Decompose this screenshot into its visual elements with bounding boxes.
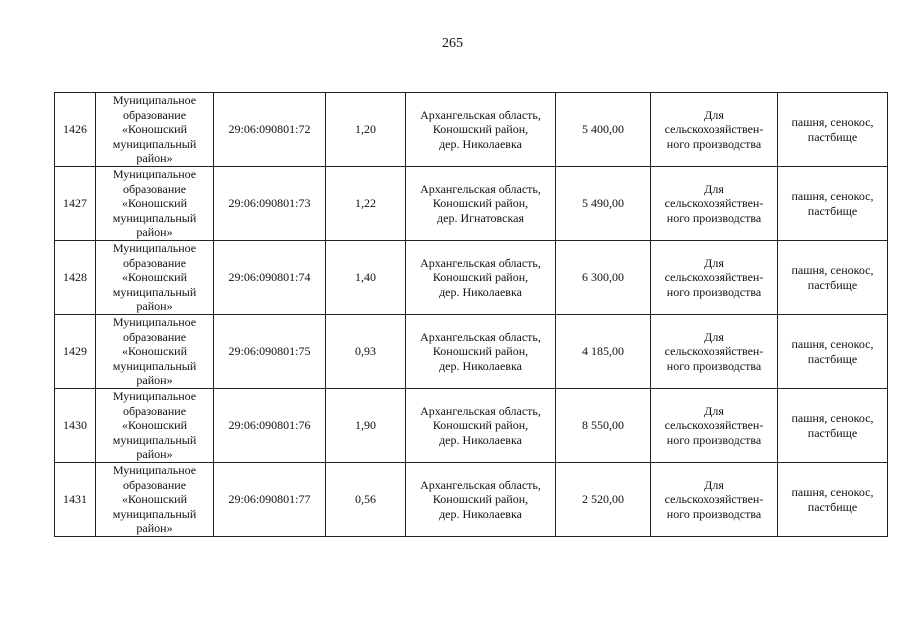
row-number-cell: 1430 bbox=[55, 389, 96, 463]
cost-cell: 8 550,00 bbox=[556, 389, 651, 463]
page-number: 265 bbox=[442, 36, 463, 51]
row-number-cell: 1431 bbox=[55, 463, 96, 537]
address-cell: Архангельская область, Коношский район, дер. Николаевка bbox=[406, 93, 556, 167]
land-use-cell: пашня, сенокос, пастбище bbox=[778, 93, 888, 167]
cadastral-number-cell: 29:06:090801:72 bbox=[214, 93, 326, 167]
cadastral-number-cell: 29:06:090801:76 bbox=[214, 389, 326, 463]
purpose-cell: Для сельскохозяйствен- ного производства bbox=[651, 241, 778, 315]
table-row bbox=[55, 93, 888, 167]
purpose-cell: Для сельскохозяйствен- ного производства bbox=[651, 93, 778, 167]
cost-cell: 5 490,00 bbox=[556, 167, 651, 241]
table-row bbox=[55, 167, 888, 241]
address-cell: Архангельская область, Коношский район, дер. Николаевка bbox=[406, 463, 556, 537]
land-plots-table bbox=[54, 92, 888, 537]
cadastral-number-cell: 29:06:090801:77 bbox=[214, 463, 326, 537]
land-use-cell: пашня, сенокос, пастбище bbox=[778, 167, 888, 241]
owner-cell: Муниципальное образование «Коношский муниципальный район» bbox=[96, 463, 214, 537]
row-number-cell: 1427 bbox=[55, 167, 96, 241]
cost-cell: 2 520,00 bbox=[556, 463, 651, 537]
owner-cell: Муниципальное образование «Коношский муниципальный район» bbox=[96, 389, 214, 463]
address-cell: Архангельская область, Коношский район, дер. Николаевка bbox=[406, 241, 556, 315]
owner-cell: Муниципальное образование «Коношский муниципальный район» bbox=[96, 167, 214, 241]
owner-cell: Муниципальное образование «Коношский муниципальный район» bbox=[96, 241, 214, 315]
land-use-cell: пашня, сенокос, пастбище bbox=[778, 241, 888, 315]
area-cell: 1,20 bbox=[326, 93, 406, 167]
table-row bbox=[55, 389, 888, 463]
cost-cell: 6 300,00 bbox=[556, 241, 651, 315]
cadastral-number-cell: 29:06:090801:74 bbox=[214, 241, 326, 315]
area-cell: 1,22 bbox=[326, 167, 406, 241]
purpose-cell: Для сельскохозяйствен- ного производства bbox=[651, 167, 778, 241]
row-number-cell: 1428 bbox=[55, 241, 96, 315]
table-row bbox=[55, 315, 888, 389]
land-use-cell: пашня, сенокос, пастбище bbox=[778, 463, 888, 537]
cadastral-number-cell: 29:06:090801:75 bbox=[214, 315, 326, 389]
area-cell: 0,93 bbox=[326, 315, 406, 389]
address-cell: Архангельская область, Коношский район, дер. Николаевка bbox=[406, 315, 556, 389]
purpose-cell: Для сельскохозяйствен- ного производства bbox=[651, 463, 778, 537]
table-row bbox=[55, 241, 888, 315]
land-use-cell: пашня, сенокос, пастбище bbox=[778, 315, 888, 389]
cadastral-number-cell: 29:06:090801:73 bbox=[214, 167, 326, 241]
cost-cell: 4 185,00 bbox=[556, 315, 651, 389]
area-cell: 1,90 bbox=[326, 389, 406, 463]
purpose-cell: Для сельскохозяйствен- ного производства bbox=[651, 315, 778, 389]
area-cell: 1,40 bbox=[326, 241, 406, 315]
row-number-cell: 1429 bbox=[55, 315, 96, 389]
table-row bbox=[55, 463, 888, 537]
owner-cell: Муниципальное образование «Коношский муниципальный район» bbox=[96, 315, 214, 389]
cost-cell: 5 400,00 bbox=[556, 93, 651, 167]
address-cell: Архангельская область, Коношский район, дер. Николаевка bbox=[406, 389, 556, 463]
address-cell: Архангельская область, Коношский район, дер. Игнатовская bbox=[406, 167, 556, 241]
row-number-cell: 1426 bbox=[55, 93, 96, 167]
area-cell: 0,56 bbox=[326, 463, 406, 537]
owner-cell: Муниципальное образование «Коношский муниципальный район» bbox=[96, 93, 214, 167]
land-use-cell: пашня, сенокос, пастбище bbox=[778, 389, 888, 463]
purpose-cell: Для сельскохозяйствен- ного производства bbox=[651, 389, 778, 463]
